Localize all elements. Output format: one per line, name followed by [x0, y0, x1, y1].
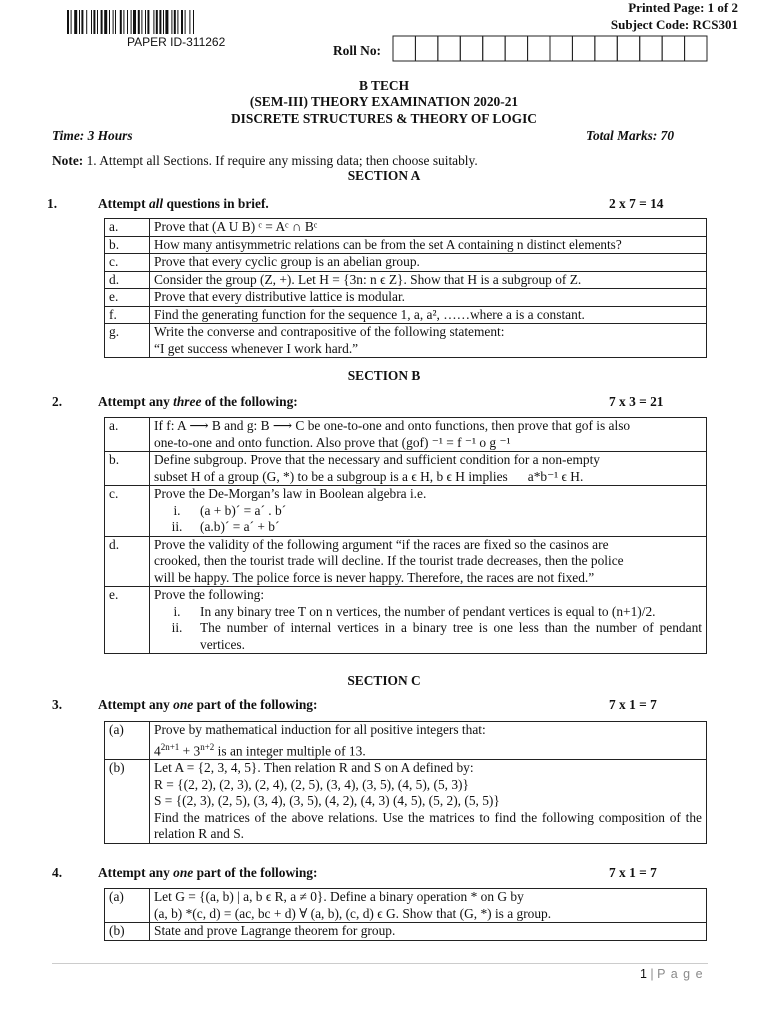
q2c-label: c. — [105, 486, 150, 537]
q1b-label: b. — [105, 236, 150, 254]
paper-id: PAPER ID-311262 — [127, 35, 226, 49]
q2e-label: e. — [105, 587, 150, 654]
printed-page: Printed Page: 1 of 2 — [628, 0, 738, 15]
barcode-bar — [147, 10, 149, 34]
barcode-bar — [120, 10, 122, 34]
barcode-bar — [177, 10, 178, 34]
roll-no-grid — [392, 35, 710, 63]
barcode-bar — [115, 10, 116, 34]
q1-number: 1. — [47, 196, 58, 211]
q3b-label: (b) — [105, 760, 150, 844]
table-row — [105, 722, 707, 760]
q2-instruction — [98, 394, 298, 410]
q1-post: questions in brief. — [163, 196, 269, 211]
roll-no-box — [550, 36, 572, 61]
barcode-bar — [141, 10, 142, 34]
section-c-heading: SECTION C — [347, 673, 421, 688]
q2-table — [104, 417, 707, 654]
barcode-bar — [163, 10, 164, 34]
roll-no-label: Roll No: — [333, 43, 381, 58]
q1-marks: 2 x 7 = 14 — [609, 196, 664, 211]
q1f-text: Find the generating function for the sequence 1, a, a², ……where a is a constant. — [150, 306, 707, 324]
barcode-bar — [153, 10, 154, 34]
roll-no-box — [640, 36, 662, 61]
table-row — [105, 923, 707, 941]
q4-pre: Attempt any — [98, 865, 174, 880]
q2b-text: Define subgroup. Prove that the necessary and sufficient condition for a non-empty subset H of a group (G, *) to be a subgroup is a ϵ H, b ϵ H implies a*b⁻¹ ϵ H. — [150, 452, 707, 486]
barcode-bar — [101, 10, 103, 34]
table-row — [105, 587, 707, 654]
note-text: 1. Attempt all Sections. If require any missing data; then choose suitably. — [86, 153, 478, 168]
table-row — [105, 236, 707, 254]
q1g-line2: “I get success whenever I work hard.” — [154, 340, 359, 356]
roll-no-box — [505, 36, 527, 61]
q1g-line1: Write the converse and contrapositive of the following statement: — [154, 324, 505, 339]
q4b-label: (b) — [105, 923, 150, 941]
roll-no-box — [438, 36, 460, 61]
q1e-label: e. — [105, 289, 150, 307]
page-word: P a g e — [657, 967, 704, 981]
barcode-bar — [79, 10, 80, 34]
q3-em: one — [173, 697, 194, 712]
table-row — [105, 324, 707, 358]
q2-em: three — [173, 394, 202, 409]
q1a-text: Prove that (A U B) ᶜ = Aᶜ ∩ Bᶜ — [150, 219, 707, 237]
q2-marks: 7 x 3 = 21 — [609, 394, 664, 409]
section-a-heading: SECTION A — [347, 168, 421, 183]
q4-number: 4. — [52, 865, 63, 880]
subject-code: Subject Code: RCS301 — [610, 17, 738, 32]
q2-post: of the following: — [201, 394, 298, 409]
q4-instruction — [98, 865, 317, 881]
barcode-bar — [86, 10, 87, 34]
barcode-bar — [104, 10, 107, 34]
q1-table — [104, 218, 707, 358]
q4b-text: State and prove Lagrange theorem for group. — [150, 923, 707, 941]
barcode-bar — [159, 10, 161, 34]
footer-rule — [52, 963, 708, 964]
barcode-bar — [71, 10, 72, 34]
table-row — [105, 418, 707, 452]
table-row — [105, 536, 707, 587]
q3-table — [104, 721, 707, 844]
course-title: B TECH — [359, 78, 409, 93]
page-number: 1 — [640, 967, 647, 981]
barcode-bar — [109, 10, 110, 34]
roll-no-box — [483, 36, 505, 61]
exam-title: (SEM-III) THEORY EXAMINATION 2020-21 — [249, 94, 519, 109]
barcode-graphic — [67, 10, 297, 34]
table-row — [105, 254, 707, 272]
roll-no-box — [528, 36, 550, 61]
roll-no-box — [617, 36, 639, 61]
barcode-bar — [131, 10, 132, 34]
q3a-text: Prove by mathematical induction for all positive integers that: $4^{2n+1} + 3^{n+2}$ is an integer multiple of 13. — [150, 722, 707, 760]
barcode-bar — [133, 10, 136, 34]
roll-no-box — [460, 36, 482, 61]
q2a-text: If f: A ⟶ B and g: B ⟶ C be one-to-one and onto functions, then prove that gof is also one-to-one and onto function. Also prove that (gof) ⁻¹ = f ⁻¹ o g ⁻¹ — [150, 418, 707, 452]
total-marks: Total Marks: 70 — [586, 128, 675, 143]
barcode-bar — [138, 10, 140, 34]
q4a-text: Let G = {(a, b) | a, b ϵ R, a ≠ 0}. Define a binary operation * on G by (a, b) *(c, d) = (ac, bc + d) ∀ (a, b), (c, d) ϵ G. Show that (G, *) is a group. — [150, 889, 707, 923]
barcode-bar — [156, 10, 158, 34]
q2d-text: Prove the validity of the following argument “if the races are fixed so the casinos are crooked, then the tourist trade will decline. If the tourist trade decreases, then the police will be happy. The police force is never happy. Therefore, the races are not fixed.” — [150, 536, 707, 587]
q3a-label: (a) — [105, 722, 150, 760]
time-allowed: Time: 3 Hours — [52, 128, 133, 143]
q1-pre: Attempt — [98, 196, 149, 211]
q1b-text: How many antisymmetric relations can be from the set A containing n distinct elements? — [150, 236, 707, 254]
note — [52, 153, 478, 169]
roll-no-box — [393, 36, 415, 61]
q3-marks: 7 x 1 = 7 — [609, 697, 657, 712]
barcode-bar — [174, 10, 176, 34]
q4-post: part of the following: — [193, 865, 318, 880]
barcode-bar — [81, 10, 83, 34]
subject-title: DISCRETE STRUCTURES & THEORY OF LOGIC — [231, 111, 537, 126]
table-row — [105, 219, 707, 237]
q2e-text: Prove the following: i. In any binary tree T on n vertices, the number of pendant vertices is equal to (n+1)/2. ii. The number of internal vertices in a binary tree is one less than the number of pendant vertices. — [150, 587, 707, 654]
q4-marks: 7 x 1 = 7 — [609, 865, 657, 880]
q1a-label: a. — [105, 219, 150, 237]
roll-no-box — [595, 36, 617, 61]
roll-no-box — [572, 36, 594, 61]
q2c-text: Prove the De-Morgan’s law in Boolean algebra i.e. i. (a + b)´ = a´ . b´ ii. (a.b)´ = a´ + b´ — [150, 486, 707, 537]
q1g-label: g. — [105, 324, 150, 358]
q1d-label: d. — [105, 271, 150, 289]
q2d-label: d. — [105, 536, 150, 587]
q1g-text — [150, 324, 707, 358]
q2-number: 2. — [52, 394, 63, 409]
table-row — [105, 760, 707, 844]
q1-instruction — [98, 196, 269, 212]
barcode-bar — [93, 10, 95, 34]
q2-pre: Attempt any — [98, 394, 174, 409]
q4-em: one — [173, 865, 194, 880]
note-label: Note: — [52, 153, 84, 168]
q3-pre: Attempt any — [98, 697, 174, 712]
roll-no-boxes[interactable] — [392, 35, 710, 67]
page-footer: 1 | P a g e — [640, 967, 704, 981]
barcode-bar — [181, 10, 183, 34]
barcode-bar — [127, 10, 128, 34]
barcode-bar — [193, 10, 194, 34]
table-row — [105, 289, 707, 307]
barcode-bar — [74, 10, 77, 34]
q4a-label: (a) — [105, 889, 150, 923]
q1d-text: Consider the group (Z, +). Let H = {3n: n ϵ Z}. Show that H is a subgroup of Z. — [150, 271, 707, 289]
barcode-bar — [189, 10, 190, 34]
barcode-bar — [113, 10, 114, 34]
table-row — [105, 452, 707, 486]
section-b-heading: SECTION B — [347, 368, 421, 383]
q2a-label: a. — [105, 418, 150, 452]
barcode-bar — [171, 10, 172, 34]
q2b-label: b. — [105, 452, 150, 486]
table-row — [105, 486, 707, 537]
barcode-bar — [123, 10, 124, 34]
roll-no-box — [415, 36, 437, 61]
table-row — [105, 889, 707, 923]
q1-em: all — [148, 196, 164, 211]
barcode-bar — [67, 10, 69, 34]
barcode-bar — [185, 10, 186, 34]
q3b-text: Let A = {2, 3, 4, 5}. Then relation R and S on A defined by: R = {(2, 2), (2, 3), (2, 4), (2, 5), (3, 4), (3, 5), (4, 5), (5, 3)} S = {(2, 3), (2, 5), (3, 4), (3, 5), (4, 2), (4, 3) (4, 5), (5, 2), (5, 5)} Find the matrices of the above relations. Use the matrices to find the following composition of the relation R and S. — [150, 760, 707, 844]
barcode-bar — [91, 10, 92, 34]
barcode-bar — [165, 10, 168, 34]
q1e-text: Prove that every distributive lattice is modular. — [150, 289, 707, 307]
q1f-label: f. — [105, 306, 150, 324]
table-row — [105, 271, 707, 289]
q3-post: part of the following: — [193, 697, 318, 712]
table-row — [105, 306, 707, 324]
q1c-label: c. — [105, 254, 150, 272]
q3-instruction — [98, 697, 317, 713]
roll-no-box — [662, 36, 684, 61]
q3-number: 3. — [52, 697, 63, 712]
roll-no-box — [685, 36, 707, 61]
q4-table — [104, 888, 707, 941]
q1c-text: Prove that every cyclic group is an abelian group. — [150, 254, 707, 272]
barcode-bar — [97, 10, 98, 34]
barcode-bar — [145, 10, 146, 34]
